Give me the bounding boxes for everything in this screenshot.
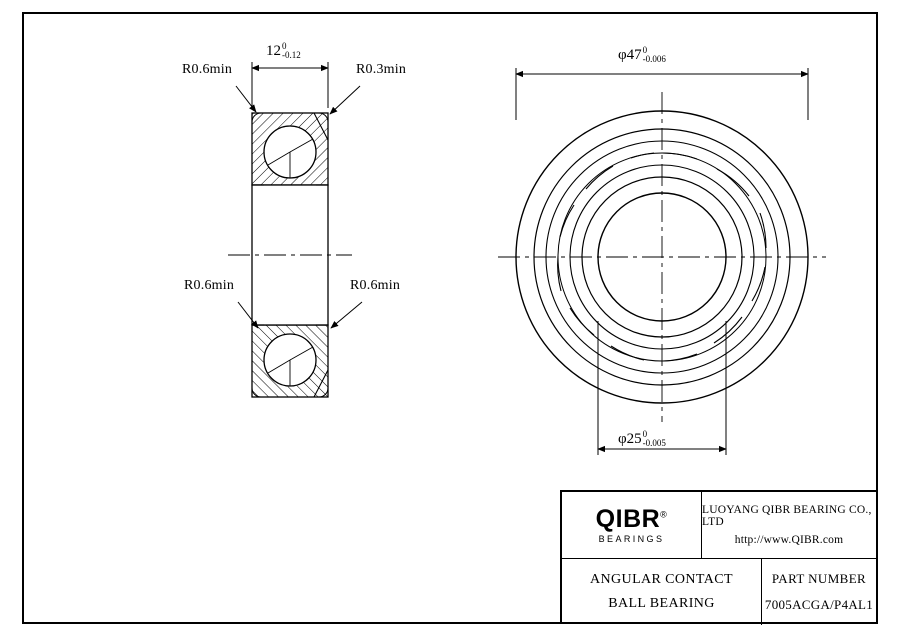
company-url[interactable]: http://www.QIBR.com	[734, 534, 844, 546]
bore-value: 25	[626, 430, 642, 447]
label-r06min-bottom-right: R0.6min	[350, 278, 401, 293]
registered-mark: ®	[660, 509, 668, 520]
od-symbol: φ	[618, 46, 627, 63]
title-block	[560, 490, 878, 624]
width-tol-lower: -0.12	[282, 50, 301, 61]
part-number-value: 7005ACGA/P4AL1	[764, 597, 874, 612]
brand-subtitle: BEARINGS	[598, 533, 665, 544]
bore-symbol: φ	[618, 430, 627, 447]
width-dimension	[252, 62, 328, 108]
title-block-top	[562, 492, 876, 559]
label-r06min-top-left: R0.6min	[182, 62, 233, 77]
width-tol-upper: 0	[282, 41, 287, 51]
bore-tol-lower: -0.005	[642, 438, 666, 449]
product-description	[562, 559, 762, 625]
part-number-block	[762, 559, 876, 625]
od-dimension-text	[618, 46, 666, 65]
width-value: 12	[266, 42, 281, 59]
product-line-2: BALL BEARING	[608, 596, 715, 611]
bore-tol-upper: 0	[642, 429, 648, 439]
width-dimension-text	[266, 42, 301, 61]
company-info	[702, 492, 876, 558]
od-tol-lower: -0.006	[642, 54, 666, 65]
title-block-bottom	[562, 559, 876, 625]
label-r03min-top-right: R0.3min	[356, 62, 407, 77]
od-value: 47	[626, 46, 642, 63]
brand-text: QIBR	[595, 504, 661, 533]
center-lines	[498, 92, 826, 422]
product-line-1: ANGULAR CONTACT	[590, 572, 733, 587]
label-r06min-bottom-left: R0.6min	[184, 278, 235, 293]
part-number-header: PART NUMBER	[771, 571, 867, 586]
brand-name	[595, 504, 668, 533]
bore-dimension-text	[618, 430, 666, 449]
company-name: LUOYANG QIBR BEARING CO., LTD	[702, 504, 872, 528]
company-logo	[562, 492, 702, 558]
od-tol-upper: 0	[642, 45, 648, 55]
